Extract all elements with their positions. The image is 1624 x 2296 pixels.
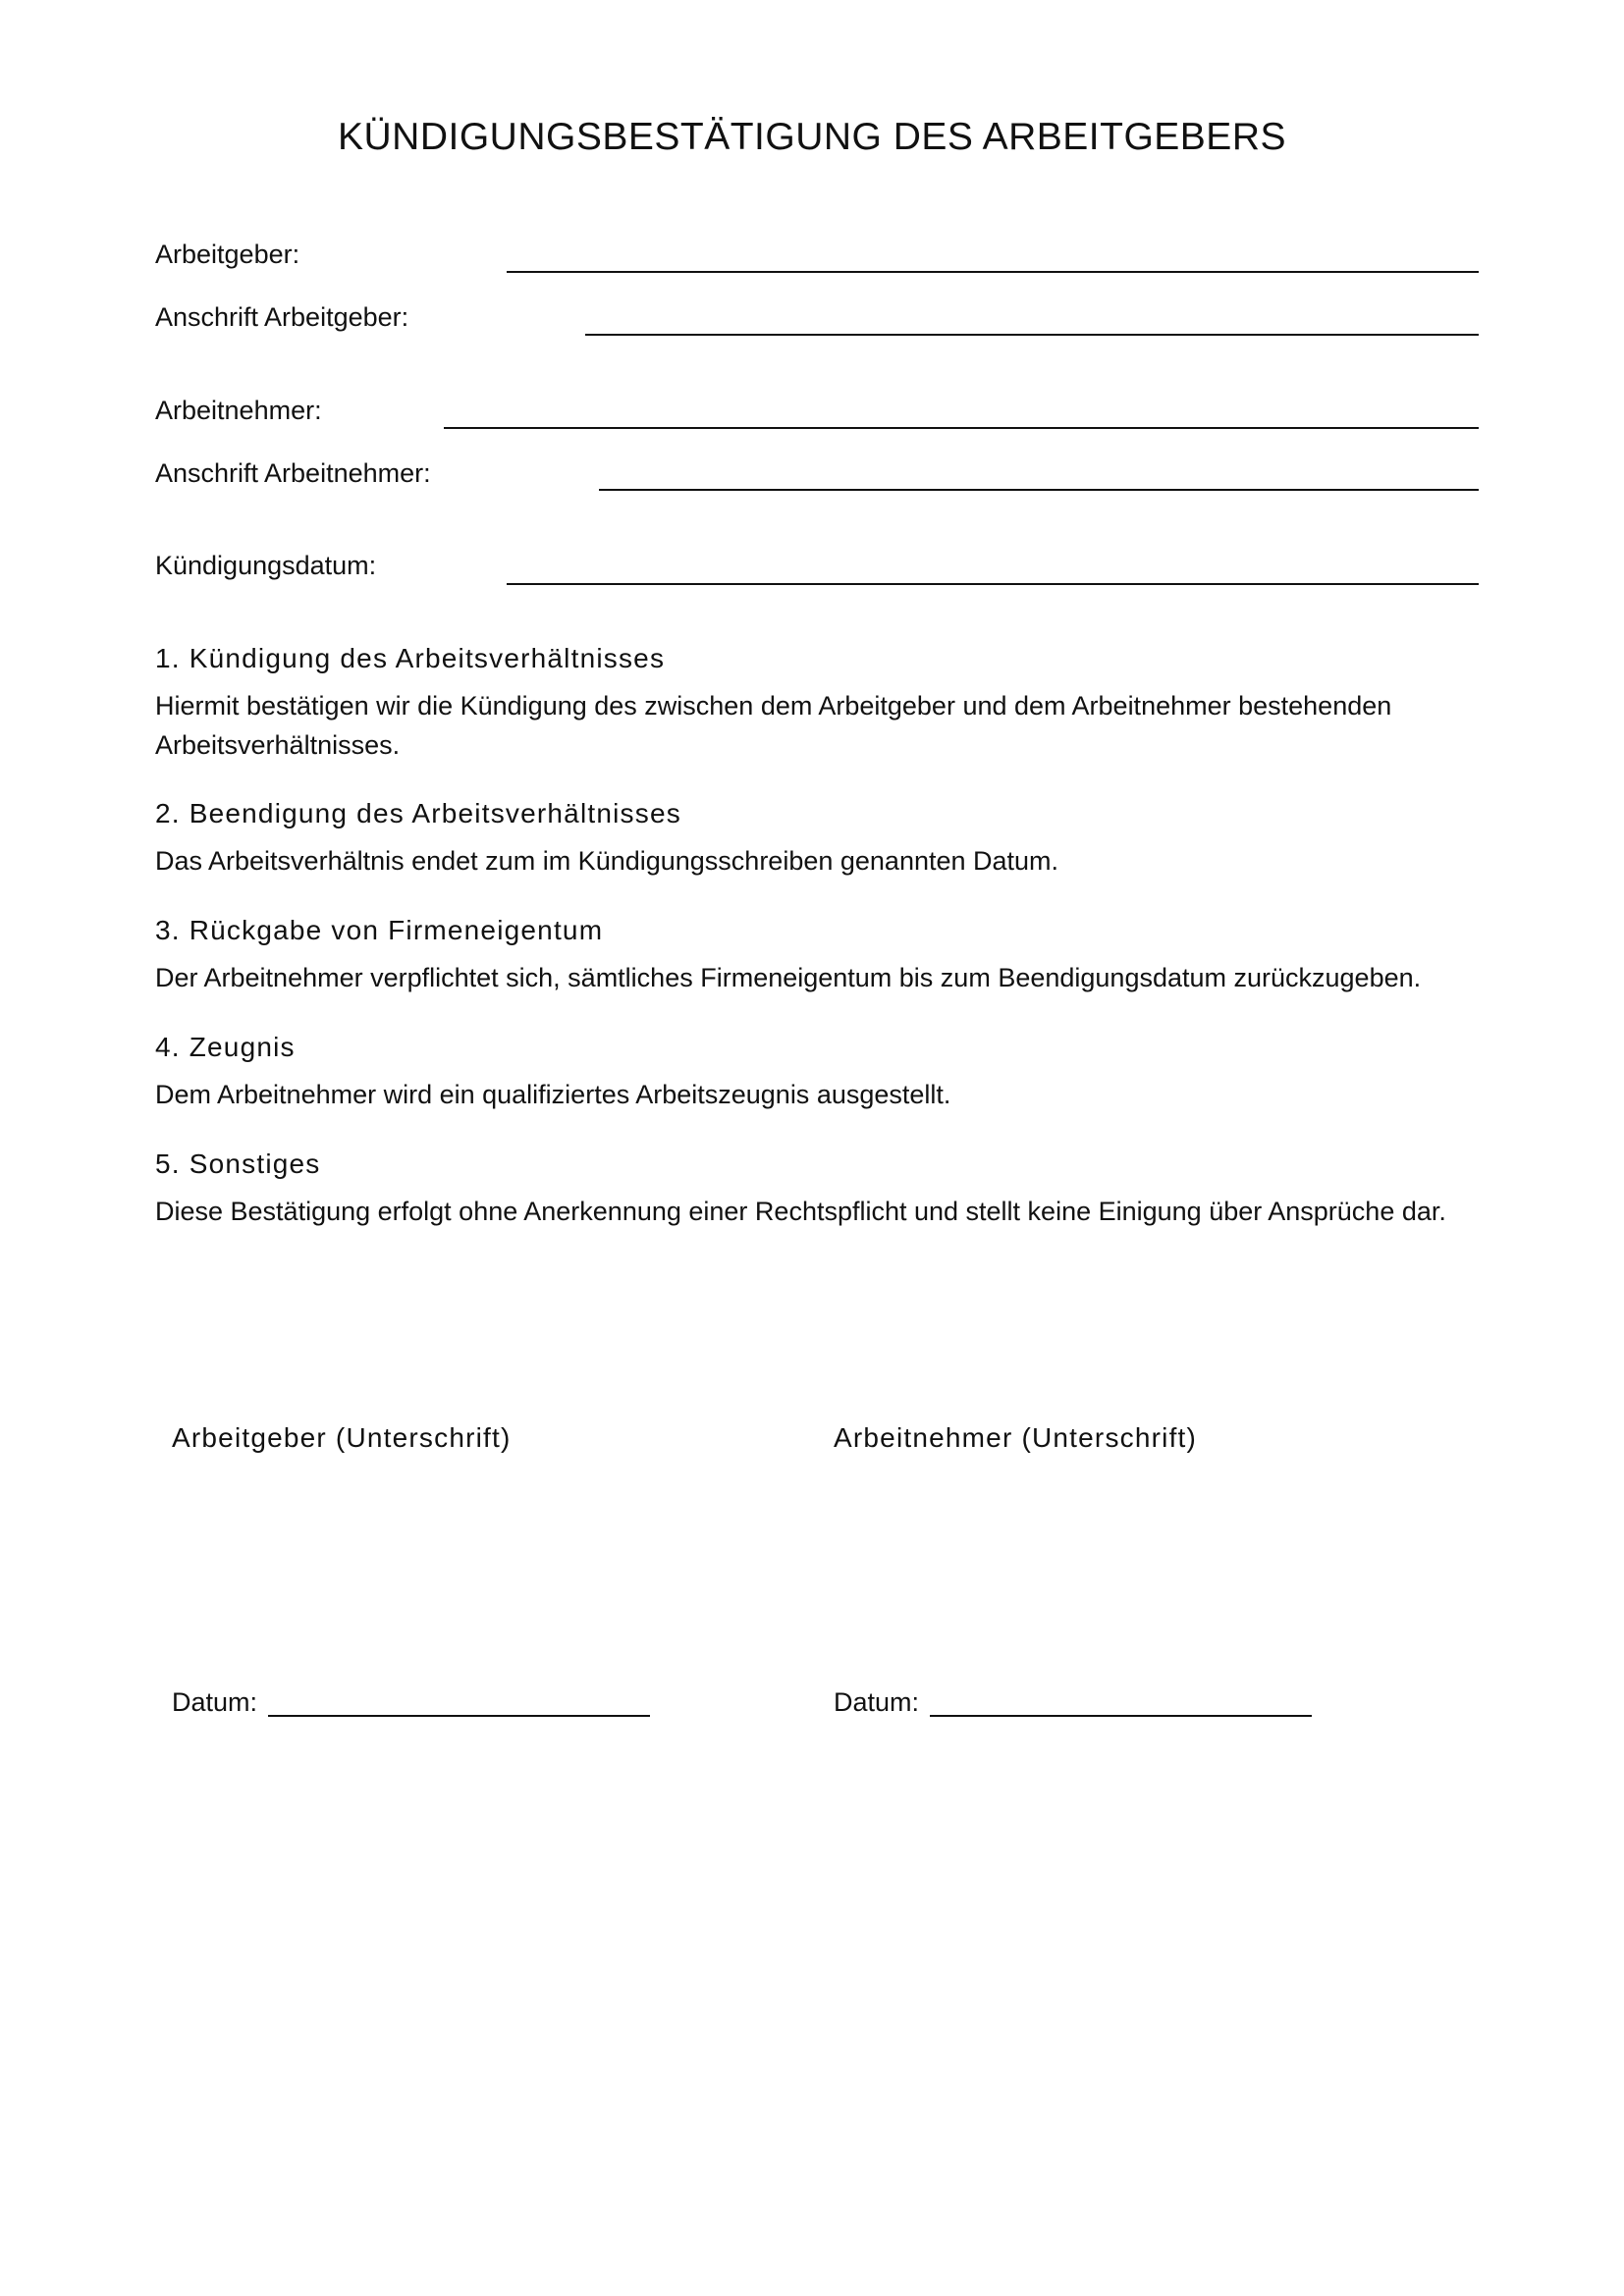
employee-label: Arbeitnehmer: <box>155 396 322 425</box>
section-body: Dem Arbeitnehmer wird ein qualifiziertes Arbeitszeugnis ausgestellt. <box>155 1080 951 1109</box>
document-title: KÜNDIGUNGSBESTÄTIGUNG DES ARBEITGEBERS <box>337 116 1286 158</box>
employee-address-label: Anschrift Arbeitnehmer: <box>155 458 431 488</box>
employer-date-label: Datum: <box>172 1687 258 1717</box>
section-heading: 3. Rückgabe von Firmeneigentum <box>155 915 604 945</box>
employer-date-field[interactable] <box>268 1715 650 1717</box>
termination-date-label: Kündigungsdatum: <box>155 551 377 580</box>
employer-address-label: Anschrift Arbeitgeber: <box>155 302 409 332</box>
section-heading: 2. Beendigung des Arbeitsverhältnisses <box>155 798 681 828</box>
employee-signature-label: Arbeitnehmer (Unterschrift) <box>834 1422 1198 1453</box>
section-body: Diese Bestätigung erfolgt ohne Anerkennung einer Rechtspflicht und stellt keine Einigung über Ansprüche dar. <box>155 1197 1446 1226</box>
section-body: Der Arbeitnehmer verpflichtet sich, sämtliches Firmeneigentum bis zum Beendigungsdatum zurückzugeben. <box>155 963 1422 992</box>
employee-date-label: Datum: <box>834 1687 920 1717</box>
section-body: Hiermit bestätigen wir die Kündigung des zwischen dem Arbeitgeber und dem Arbeitnehmer bestehenden Arbeitsverhältnisses. <box>155 691 1392 760</box>
employee-date-field[interactable] <box>930 1715 1312 1717</box>
termination-date-field[interactable] <box>507 583 1479 585</box>
section-heading: 1. Kündigung des Arbeitsverhältnisses <box>155 643 666 673</box>
employer-address-field[interactable] <box>585 334 1479 336</box>
section-heading: 5. Sonstiges <box>155 1148 321 1179</box>
employee-address-field[interactable] <box>599 489 1479 491</box>
section-heading: 4. Zeugnis <box>155 1032 296 1062</box>
employer-signature-label: Arbeitgeber (Unterschrift) <box>172 1422 512 1453</box>
employee-field[interactable] <box>444 427 1479 429</box>
employer-field[interactable] <box>507 271 1479 273</box>
section-body: Das Arbeitsverhältnis endet zum im Kündigungsschreiben genannten Datum. <box>155 846 1059 876</box>
employer-label: Arbeitgeber: <box>155 240 300 269</box>
